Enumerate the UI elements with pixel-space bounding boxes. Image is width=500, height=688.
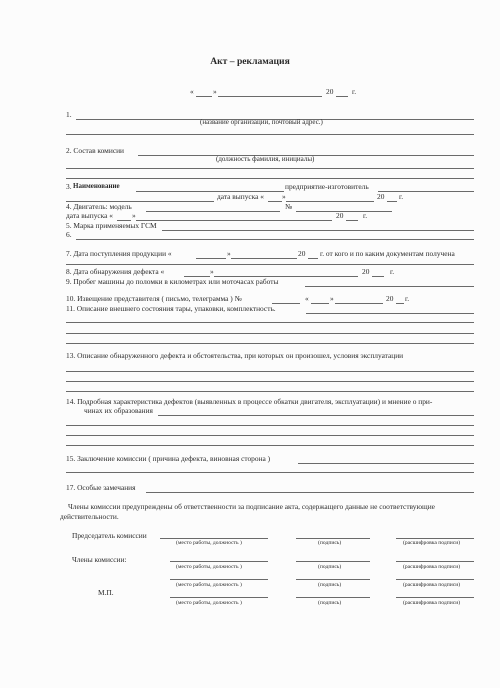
s4-year-prefix: 20 [336, 211, 344, 220]
s4-label: 4. Двигатель: модель [66, 202, 132, 211]
member3-place-field[interactable] [170, 597, 268, 598]
member2-sign-caption: (подпись) [318, 582, 342, 588]
s2-members-field-2[interactable] [66, 168, 474, 169]
s2-caption: (должность фамилия, инициалы) [216, 155, 315, 163]
s10-label: 10. Извещение представителя ( письмо, телеграмма ) № [66, 294, 242, 303]
s11-packaging-field[interactable] [306, 313, 474, 314]
member3-sign-caption: (подпись) [318, 600, 342, 606]
s7-month-field[interactable] [231, 258, 297, 259]
member2-decode-field[interactable] [396, 579, 474, 580]
s10-day-field[interactable] [311, 303, 329, 304]
date-close-quote: » [213, 87, 217, 96]
s4-year-suffix: г. [363, 211, 368, 220]
s6-field[interactable] [76, 239, 474, 240]
s2-label: 2. Состав комисии [66, 146, 125, 155]
member3-decode-field[interactable] [396, 597, 474, 598]
s4-number-field[interactable] [296, 211, 392, 212]
member3-decode-caption: (расшифровка подписи) [403, 600, 461, 606]
s11-packaging-field-3[interactable] [66, 333, 474, 334]
stamp-label: М.П. [98, 588, 114, 597]
s11-packaging-field-2[interactable] [66, 322, 474, 323]
member2-place-caption: (место работы, должность ) [176, 582, 242, 588]
s17-label: 17. Особые замечания [66, 483, 136, 492]
s9-mileage-field[interactable] [305, 286, 474, 287]
chair-place-caption: (место работы, должность ) [176, 540, 242, 546]
s7-year-prefix: 20 [298, 249, 306, 258]
s4-model-field[interactable] [146, 211, 280, 212]
s3-year-suffix: г. [399, 192, 404, 201]
s1-number: 1. [66, 110, 72, 119]
s10-year-prefix: 20 [386, 294, 394, 303]
s13-field-2[interactable] [66, 381, 474, 382]
chair-decode-caption: (расшифровка подписи) [403, 540, 461, 546]
s3-year-prefix: 20 [377, 192, 385, 201]
s1-caption: (название организации, почтовый адрес.) [200, 118, 323, 126]
warning-line2: действительности. [60, 512, 119, 521]
s3-number: 3. [66, 182, 72, 191]
member1-sign-caption: (подпись) [318, 564, 342, 570]
date-year-suffix: г. [352, 87, 357, 96]
s13-field-3[interactable] [66, 391, 474, 392]
s10-month-field[interactable] [335, 303, 383, 304]
s5-fuel-field[interactable] [162, 230, 474, 231]
s3-release-month-field[interactable] [286, 201, 374, 202]
member1-sign-field[interactable] [296, 561, 370, 562]
s15-label: 15. Заключение комиссии ( причина дефекта, виновная сторона ) [66, 454, 271, 463]
s14-field-4[interactable] [66, 445, 474, 446]
s9-label: 9. Пробег машины до поломки в километрах или моточасах работы [66, 277, 279, 286]
s3-label: Наименование [73, 182, 120, 190]
s11-label: 11. Описание внешнего состояния тары, упаковки, комплектность. [66, 304, 276, 313]
chair-decode-field[interactable] [396, 538, 474, 539]
date-month-field[interactable] [218, 96, 322, 97]
s15-field-2[interactable] [66, 472, 474, 473]
s4-release-close: » [132, 211, 136, 220]
member1-decode-field[interactable] [396, 561, 474, 562]
s10-year-field[interactable] [396, 303, 404, 304]
s10-open: « [305, 294, 309, 303]
s14-field-1[interactable] [158, 415, 474, 416]
s5-label: 5. Марка применяемых ГСМ [66, 221, 157, 230]
member1-place-caption: (место работы, должность ) [176, 564, 242, 570]
s11-packaging-field-4[interactable] [66, 343, 474, 344]
s1-org-field-2[interactable] [66, 134, 474, 135]
chair-label: Председатель комиссии [72, 531, 147, 540]
s3-maker-label: предприятие-изготовитель [285, 182, 369, 191]
s2-members-field-3[interactable] [66, 178, 474, 179]
s14-field-2[interactable] [66, 425, 474, 426]
date-year-prefix: 20 [326, 87, 334, 96]
s3-release-close: » [282, 192, 286, 201]
s3-release-label: дата выпуска « [217, 192, 264, 201]
s4-release-label: дата выпуска « [66, 211, 113, 220]
date-open-quote: « [190, 87, 194, 96]
date-day-field[interactable] [196, 96, 212, 97]
member3-place-caption: (место работы, должность ) [176, 600, 242, 606]
s7-source-field[interactable] [66, 264, 474, 265]
chair-place-field[interactable] [160, 538, 268, 539]
s10-number-field[interactable] [272, 303, 300, 304]
s4-year-field[interactable] [346, 220, 358, 221]
s14-line2: чинах их образования [84, 406, 153, 415]
s6-label: 6. [66, 230, 72, 239]
s10-close: » [330, 294, 334, 303]
member2-decode-caption: (расшифровка подписи) [403, 582, 461, 588]
s7-year-field[interactable] [308, 258, 318, 259]
warning-line1: Члены комиссии предупреждены об ответственности за подписание акта, содержащего данные не соответствующие [68, 502, 435, 511]
s4-no-label: № [285, 202, 293, 211]
s8-close: » [210, 267, 214, 276]
member1-place-field[interactable] [170, 561, 268, 562]
member3-sign-field[interactable] [296, 597, 370, 598]
s13-field-1[interactable] [66, 371, 474, 372]
members-label: Члены комиссии: [72, 555, 127, 564]
s17-field-1[interactable] [146, 492, 474, 493]
s8-label: 8. Дата обнаружения дефекта « [66, 267, 165, 276]
date-year-field[interactable] [336, 96, 348, 97]
s7-day-field[interactable] [196, 258, 226, 259]
s8-year-suffix: г. [390, 267, 395, 276]
s8-year-prefix: 20 [362, 267, 370, 276]
s3-maker-field[interactable] [378, 191, 474, 192]
s7-tail: г. от кого и по каким документам получена [320, 249, 455, 258]
s14-line1: 14. Подробная характеристика дефектов (выявленных в процессе обкатки двигателя, эксплуатации) и мнение о при- [66, 397, 433, 406]
s8-year-field[interactable] [372, 276, 384, 277]
member2-place-field[interactable] [170, 579, 268, 580]
chair-sign-caption: (подпись) [318, 540, 342, 546]
s10-year-suffix: г. [405, 294, 410, 303]
s7-label: 7. Дата поступления продукции « [66, 249, 172, 258]
member1-decode-caption: (расшифровка подписи) [403, 564, 461, 570]
s15-field-1[interactable] [298, 463, 474, 464]
member2-sign-field[interactable] [296, 579, 370, 580]
chair-sign-field[interactable] [296, 538, 370, 539]
s4-release-month-field[interactable] [136, 220, 332, 221]
s14-field-3[interactable] [66, 435, 474, 436]
s13-label: 13. Описание обнаруженного дефекта и обстоятельства, при которых он произошел, условия эксплуатации [66, 351, 404, 360]
page-title: Акт – рекламация [210, 56, 290, 67]
s3-year-field[interactable] [387, 201, 397, 202]
s7-close: » [227, 249, 231, 258]
s3-release-day-field[interactable] [268, 201, 282, 202]
